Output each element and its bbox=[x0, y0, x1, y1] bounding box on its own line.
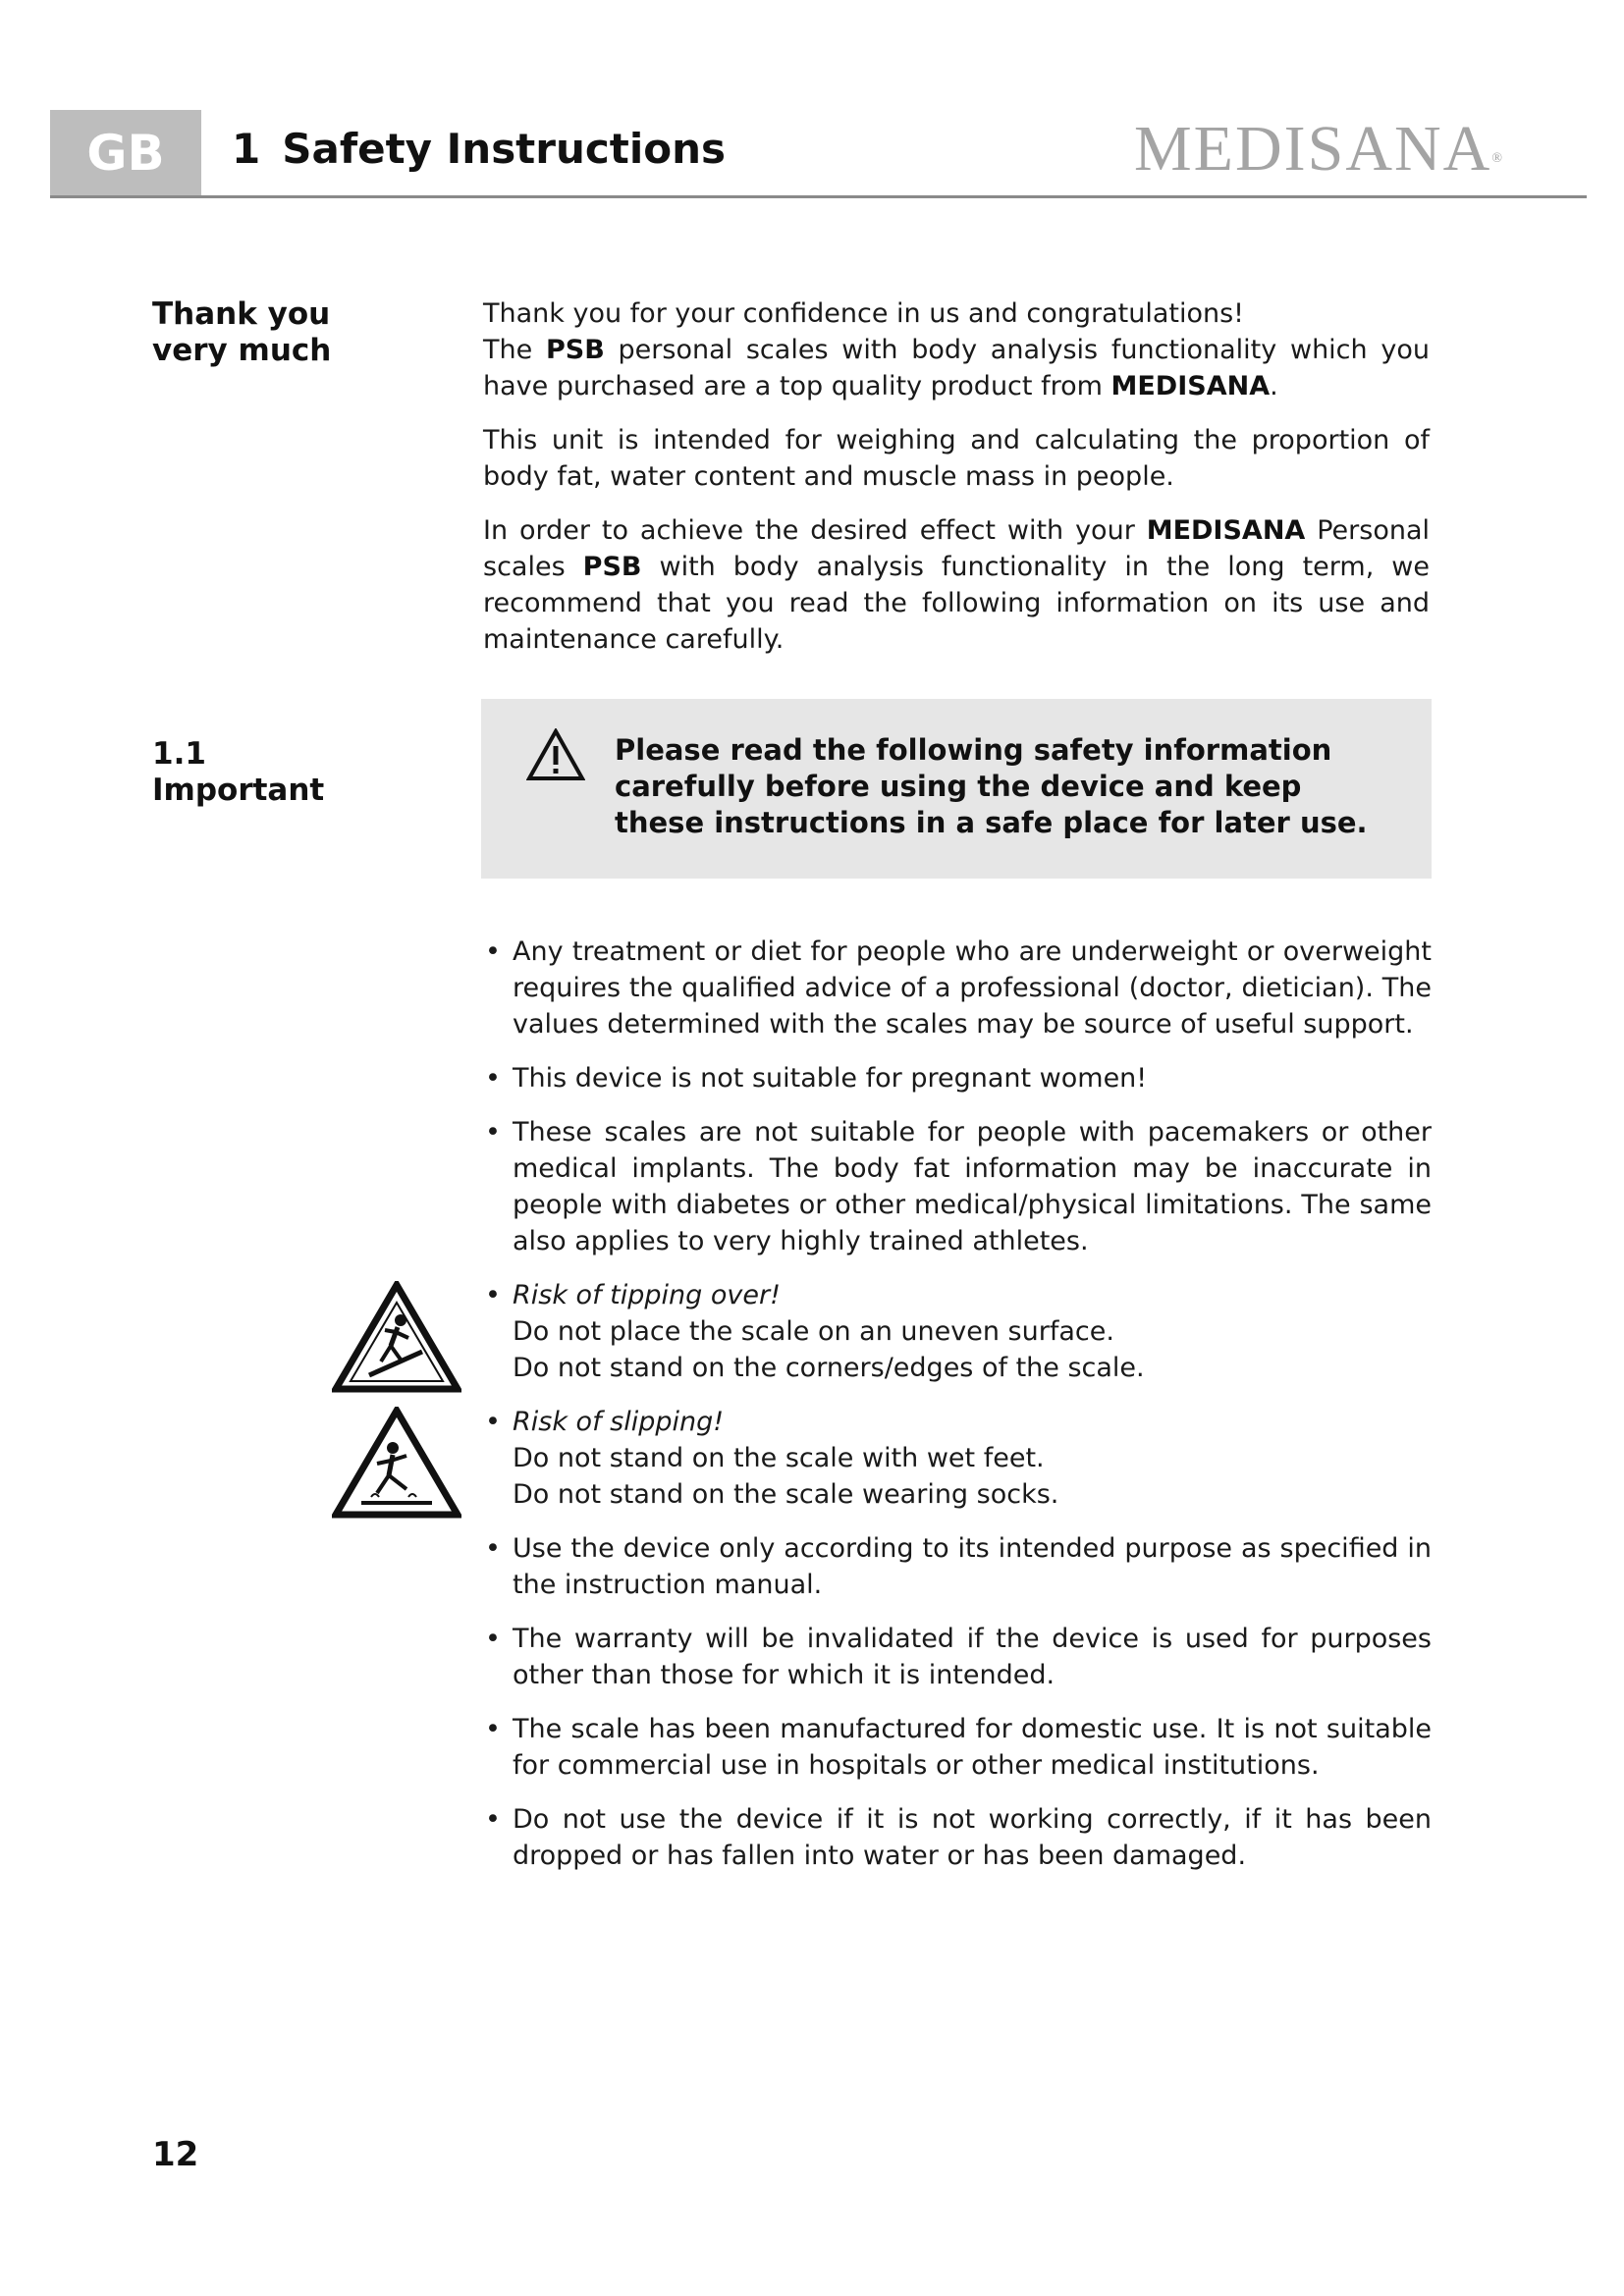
list-item: • The warranty will be invalidated if the device is used for purposes other than those for which it is intended. bbox=[485, 1624, 1432, 1690]
list-item: • This device is not suitable for pregnant women! bbox=[485, 1063, 1148, 1094]
important-heading: 1.1 Important bbox=[152, 736, 325, 808]
intro-text bbox=[483, 295, 1430, 675]
header-divider bbox=[50, 195, 1587, 198]
list-item: • The scale has been manufactured for domestic use. It is not suitable for commercial use in hospitals or other medical institutions. bbox=[485, 1714, 1432, 1781]
brand-logo: MEDISANA® bbox=[1134, 113, 1504, 185]
section-title: Safety Instructions bbox=[282, 125, 727, 173]
intro-paragraph-1: Thank you for your confidence in us and congratulations! The PSB personal scales with body analysis functionality which you have purchased are a top quality product from MEDISANA. bbox=[483, 298, 1430, 401]
list-item-tipping: • Risk of tipping over! Do not place the scale on an uneven surface. Do not stand on the corners/edges of the scale. bbox=[485, 1280, 1145, 1383]
section-number: 1 bbox=[232, 125, 261, 173]
intro-paragraph-2: This unit is intended for weighing and calculating the proportion of body fat, water content and muscle mass in people. bbox=[483, 425, 1430, 492]
list-item: • Do not use the device if it is not working correctly, if it has been dropped or has fallen into water or has been damaged. bbox=[485, 1804, 1432, 1871]
intro-paragraph-3: In order to achieve the desired effect with your MEDISANA Personal scales PSB with body analysis functionality in the long term, we recommend that you read the following information on its use and maintenance carefully. bbox=[483, 515, 1430, 655]
page-title bbox=[232, 120, 726, 179]
safety-list bbox=[483, 934, 1432, 1892]
tipping-hazard-icon bbox=[332, 1281, 461, 1393]
thank-you-heading: Thank you very much bbox=[152, 296, 332, 368]
safety-notice-box bbox=[481, 699, 1432, 879]
list-item-slipping: • Risk of slipping! Do not stand on the scale with wet feet. Do not stand on the scale wearing socks. bbox=[485, 1407, 1059, 1510]
warning-triangle-icon bbox=[526, 728, 585, 781]
language-tab: GB bbox=[50, 110, 201, 196]
safety-notice-text: Please read the following safety information carefully before using the device and keep these instructions in a safe place for later use. bbox=[615, 733, 1368, 839]
list-item: • Use the device only according to its intended purpose as specified in the instruction manual. bbox=[485, 1533, 1432, 1600]
list-item: • These scales are not suitable for people with pacemakers or other medical implants. The body fat information may be inaccurate in people with diabetes or other medical/physical limitations. The same also applies to very highly trained athletes. bbox=[485, 1117, 1432, 1256]
page-number: 12 bbox=[152, 2135, 199, 2174]
slipping-hazard-icon bbox=[332, 1407, 461, 1519]
list-item: • Any treatment or diet for people who are underweight or overweight requires the qualified advice of a professional (doctor, dietician). The values determined with the scales may be source of useful support. bbox=[485, 936, 1432, 1040]
